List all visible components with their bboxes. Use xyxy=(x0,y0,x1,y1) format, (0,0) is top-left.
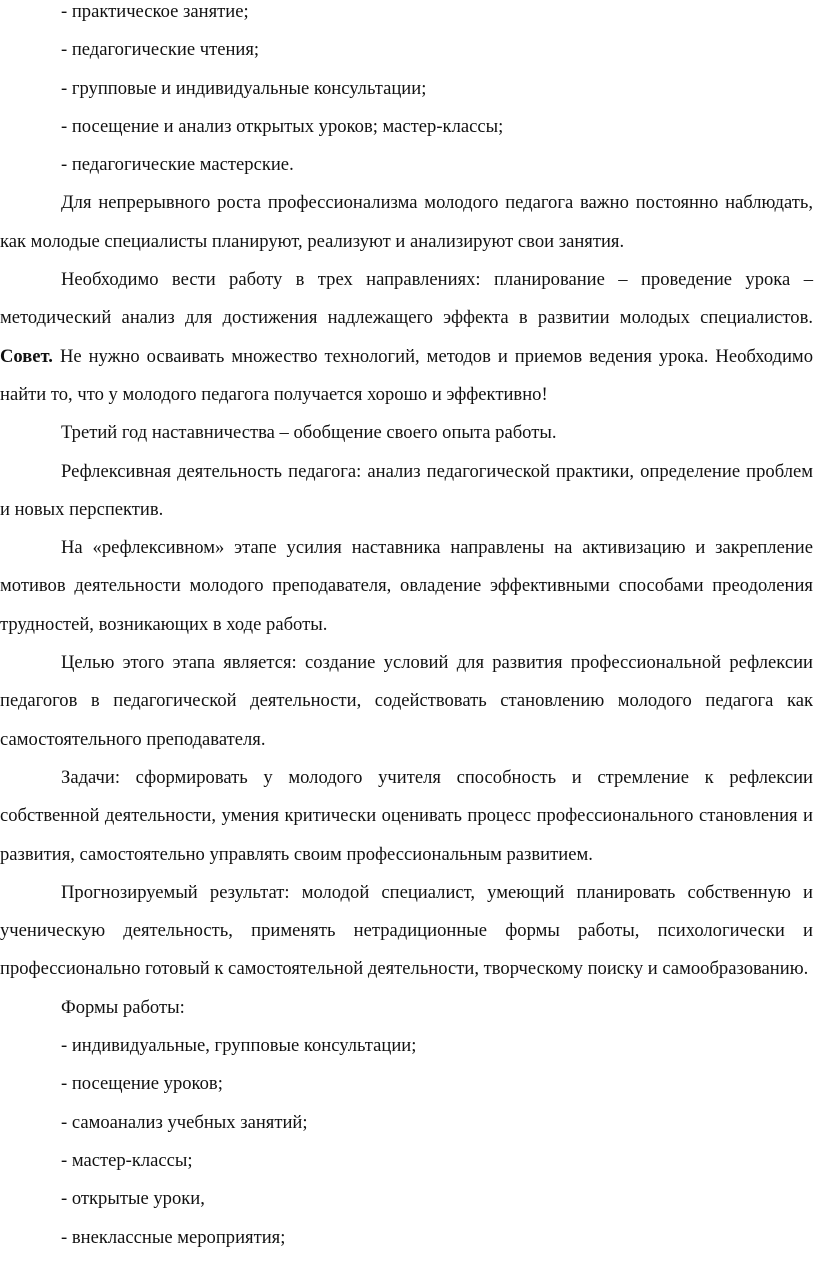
paragraph-third-year: Третий год наставничества – обобщение своего опыта работы. xyxy=(61,422,557,444)
list-item: - педагогические мастерские. xyxy=(61,154,294,176)
list-item: - внеклассные мероприятия; xyxy=(61,1226,286,1248)
paragraph-directions-text-before: Необходимо вести работу в трех направлениях: планирование – проведение урока – методический анализ для достижения надлежащего эффекта в развитии молодых специалистов. xyxy=(0,269,813,329)
list-item: - педагогические чтения; xyxy=(61,39,260,61)
paragraph-reflexive-activity: Рефлексивная деятельность педагога: анализ педагогической практики, определение проблем и новых перспектив. xyxy=(0,460,813,520)
list-item: - посещение уроков; xyxy=(61,1073,223,1095)
paragraph-continuous-growth: Для непрерывного роста профессионализма молодого педагога важно постоянно наблюдать, как молодые специалисты планируют, реализуют и анализируют свои занятия. xyxy=(0,192,813,252)
list-item: - групповые и индивидуальные консультации; xyxy=(61,77,427,99)
list-item: - практическое занятие; xyxy=(61,1,249,22)
paragraph-directions-text-after: Не нужно осваивать множество технологий, методов и приемов ведения урока. Необходимо найти то, что у молодого педагога получается хорошо и эффективно! xyxy=(0,345,813,405)
list-item: - посещение и анализ открытых уроков; мастер-классы; xyxy=(61,115,504,137)
paragraph-directions xyxy=(0,261,813,414)
list-item: - открытые уроки, xyxy=(61,1188,205,1210)
paragraph-tasks: Задачи: сформировать у молодого учителя способность и стремление к рефлексии собственной деятельности, умения критически оценивать процесс профессионального становления и развития, самостоятельно управлять своим профессиональным развитием. xyxy=(0,766,813,865)
paragraph-goal: Целью этого этапа является: создание условий для развития профессиональной рефлексии педагогов в педагогической деятельности, содействовать становлению молодого педагога как самостоятельного преподавателя. xyxy=(0,652,813,750)
list-item: - мастер-классы; xyxy=(61,1149,193,1171)
list-item: - самоанализ учебных занятий; xyxy=(61,1111,308,1133)
list-item: - индивидуальные, групповые консультации; xyxy=(61,1035,417,1057)
forms-heading: Формы работы: xyxy=(61,996,185,1018)
paragraph-expected-result: Прогнозируемый результат: молодой специалист, умеющий планировать собственную и ученическую деятельность, применять нетрадиционные формы работы, психологически и профессионально готовый к самостоятельной деятельности, творческому поиску и самообразованию. xyxy=(0,881,813,980)
paragraph-reflexive-stage: На «рефлексивном» этапе усилия наставника направлены на активизацию и закрепление мотивов деятельности молодого преподавателя, овладение эффективными способами преодоления трудностей, возникающих в ходе работы. xyxy=(0,537,813,635)
advice-label: Совет. xyxy=(0,345,53,367)
